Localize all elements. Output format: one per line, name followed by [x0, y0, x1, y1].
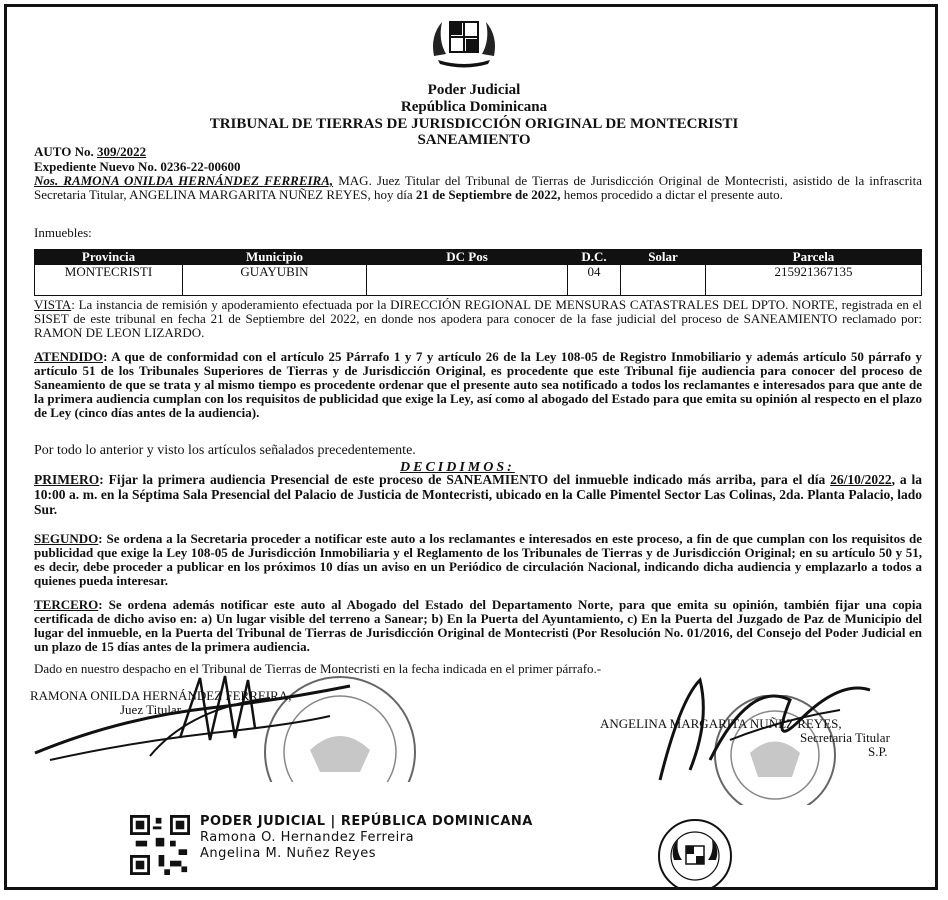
cell-dc-pos	[367, 265, 568, 296]
primero-label: PRIMERO	[34, 472, 100, 487]
table-row	[35, 265, 922, 296]
auto-number	[34, 145, 146, 159]
poder-judicial-seal-icon	[650, 816, 740, 888]
right-signer-name: ANGELINA MARGARITA NUÑEZ REYES,	[600, 716, 842, 731]
header-republica: República Dominicana	[400, 99, 548, 115]
header-saneamiento: SANEAMIENTO	[417, 132, 531, 148]
left-signer-title: Juez Titular	[120, 702, 182, 717]
footer-secretary: Angelina M. Nuñez Reyes	[200, 846, 376, 861]
table-header-row	[35, 250, 922, 265]
decidimos-heading: DECIDIMOS:	[400, 460, 515, 475]
inmuebles-table	[34, 249, 922, 296]
intro-text: MAG. Juez Titular del Tribunal de Tierras de Jurisdicción Original de Montecristi, asistido de la infrascrita Secretaria Titular, ANGELINA MARGARITA NUÑEZ REYES, hoy día	[34, 173, 922, 202]
auto-label: AUTO No.	[34, 144, 97, 159]
vista-paragraph	[34, 298, 922, 340]
intro-end: hemos procedido a dictar el presente auto.	[560, 187, 783, 202]
atendido-paragraph	[34, 350, 922, 420]
coat-of-arms-icon	[428, 16, 500, 68]
header-tribunal: TRIBUNAL DE TIERRAS DE JURISDICCIÓN ORIGINAL DE MONTECRISTI	[209, 116, 739, 132]
header-poder-judicial: Poder Judicial	[427, 82, 521, 98]
primero-text2: , a la 10:00 a. m. en la Séptima Sala Presencial del Palacio de Justicia de Montecristi, ubicado en la Calle Pimentel Sector Las Colinas, 2da. Planta Palacio, lado Sur.	[34, 472, 922, 517]
th-dc-pos: DC Pos	[367, 250, 568, 265]
left-signer-name: RAMONA ONILDA HERNÁNDEZ FERREIRA,	[30, 688, 292, 703]
th-parcela: Parcela	[706, 250, 922, 265]
intro-date: 21 de Septiembre de 2022,	[415, 187, 561, 202]
th-dc: D.C.	[568, 250, 621, 265]
right-signer-sp: S.P.	[868, 744, 888, 759]
footer-poder-judicial: PODER JUDICIAL | REPÚBLICA DOMINICANA	[200, 814, 533, 829]
judge-nos: Nos. RAMONA ONILDA HERNÁNDEZ FERREIRA,	[34, 173, 334, 188]
intro-paragraph	[34, 174, 922, 202]
signature-left-icon	[30, 668, 360, 768]
th-solar: Solar	[621, 250, 706, 265]
right-signer-title: Secretaria Titular	[800, 730, 890, 745]
atendido-text: : A que de conformidad con el artículo 25 Párrafo 1 y 7 y artículo 26 de la Ley 108-05 de Registro Inmobiliario y además artículo 50 párrafo y artículo 51 de los Tribunales Superiores de Tierras y de Jurisdicción Original, es procedente que este Tribunal fije audiencia para conocer del proceso de Saneamiento de que se trata y al mismo tiempo es procedente ordenar que el presente auto sea notificado a todos los reclamantes e interesados para que ante de la primera audiencia cumplan con los requisitos de publicidad que exige la Ley, así como al abogado del Estado para que emita su opinión al respecto en el plazo de Ley (cinco días antes de la audiencia).	[34, 349, 922, 420]
cell-parcela: 215921367135	[706, 265, 922, 296]
footer-judge: Ramona O. Hernandez Ferreira	[200, 830, 415, 845]
inmuebles-label: Inmuebles:	[34, 225, 92, 240]
segundo-label: SEGUNDO	[34, 531, 99, 546]
cell-dc: 04	[568, 265, 621, 296]
qr-code-icon	[130, 815, 190, 875]
por-todo: Por todo lo anterior y visto los artículos señalados precedentemente.	[34, 443, 416, 458]
expediente-label: Expediente Nuevo No.	[34, 159, 161, 174]
segundo-paragraph	[34, 532, 922, 588]
auto-value: 309/2022	[96, 144, 147, 159]
primero-paragraph	[34, 472, 922, 517]
th-municipio: Municipio	[183, 250, 367, 265]
tercero-text: : Se ordena además notificar este auto al Abogado del Estado del Departamento Norte, para que emita su opinión, también fijar una copia certificada de dicho aviso en: a) Un lugar visible del terreno a Sanear; b) En la Puerta del Ayuntamiento, c) En la Puerta del Juzgado de Paz de Municipio del lugar del inmueble, en la Puerta del Tribunal de Tierras de Jurisdicción Original de Montecristi (Por Resolución No. 01/2016, del Consejo del Poder Judicial en un plazo de 15 días antes de la primera audiencia.	[34, 597, 922, 654]
expediente-value: 0236-22-00600	[160, 159, 241, 174]
primero-date: 26/10/2022	[830, 472, 892, 487]
cell-provincia: MONTECRISTI	[35, 265, 183, 296]
tercero-label: TERCERO	[34, 597, 99, 612]
atendido-label: ATENDIDO	[34, 349, 104, 364]
cell-solar	[621, 265, 706, 296]
vista-text: : La instancia de remisión y apoderamiento efectuada por la DIRECCIÓN REGIONAL DE MENSURAS CATASTRALES DEL DPTO. NORTE, registrada en el SISET de este tribunal en fecha 21 de Septiembre del 2022, en donde nos apodera para conocer de la fase judicial del proceso de SANEAMIENTO reclamado por: RAMON DE LEON LIZARDO.	[34, 297, 922, 340]
tercero-paragraph	[34, 598, 922, 654]
vista-label: VISTA	[34, 297, 72, 312]
segundo-text: : Se ordena a la Secretaria proceder a notificar este auto a los reclamantes e interesados en este proceso, a fin de que cumplan con los requisitos de publicidad que exige la Ley 108-05 de Jurisdicción Inmobiliaria y el Reglamento de los Tribunales de Tierras y de Jurisdicción Original; en su artículo 50 y 51, es decir, debe proceder a publicar en los próximos 10 días un aviso en un Periódico de circulación Nacional, indicando dicha audiencia y emplazarlo a todos a quienes pueda interesar.	[34, 531, 922, 588]
cell-municipio: GUAYUBIN	[183, 265, 367, 296]
primero-text1: : Fijar la primera audiencia Presencial de este proceso de SANEAMIENTO del inmueble indicado más arriba, para el día	[99, 472, 831, 487]
dado-paragraph: Dado en nuestro despacho en el Tribunal de Tierras de Montecristi en la fecha indicada en el primer párrafo.-	[34, 661, 602, 676]
th-provincia: Provincia	[35, 250, 183, 265]
